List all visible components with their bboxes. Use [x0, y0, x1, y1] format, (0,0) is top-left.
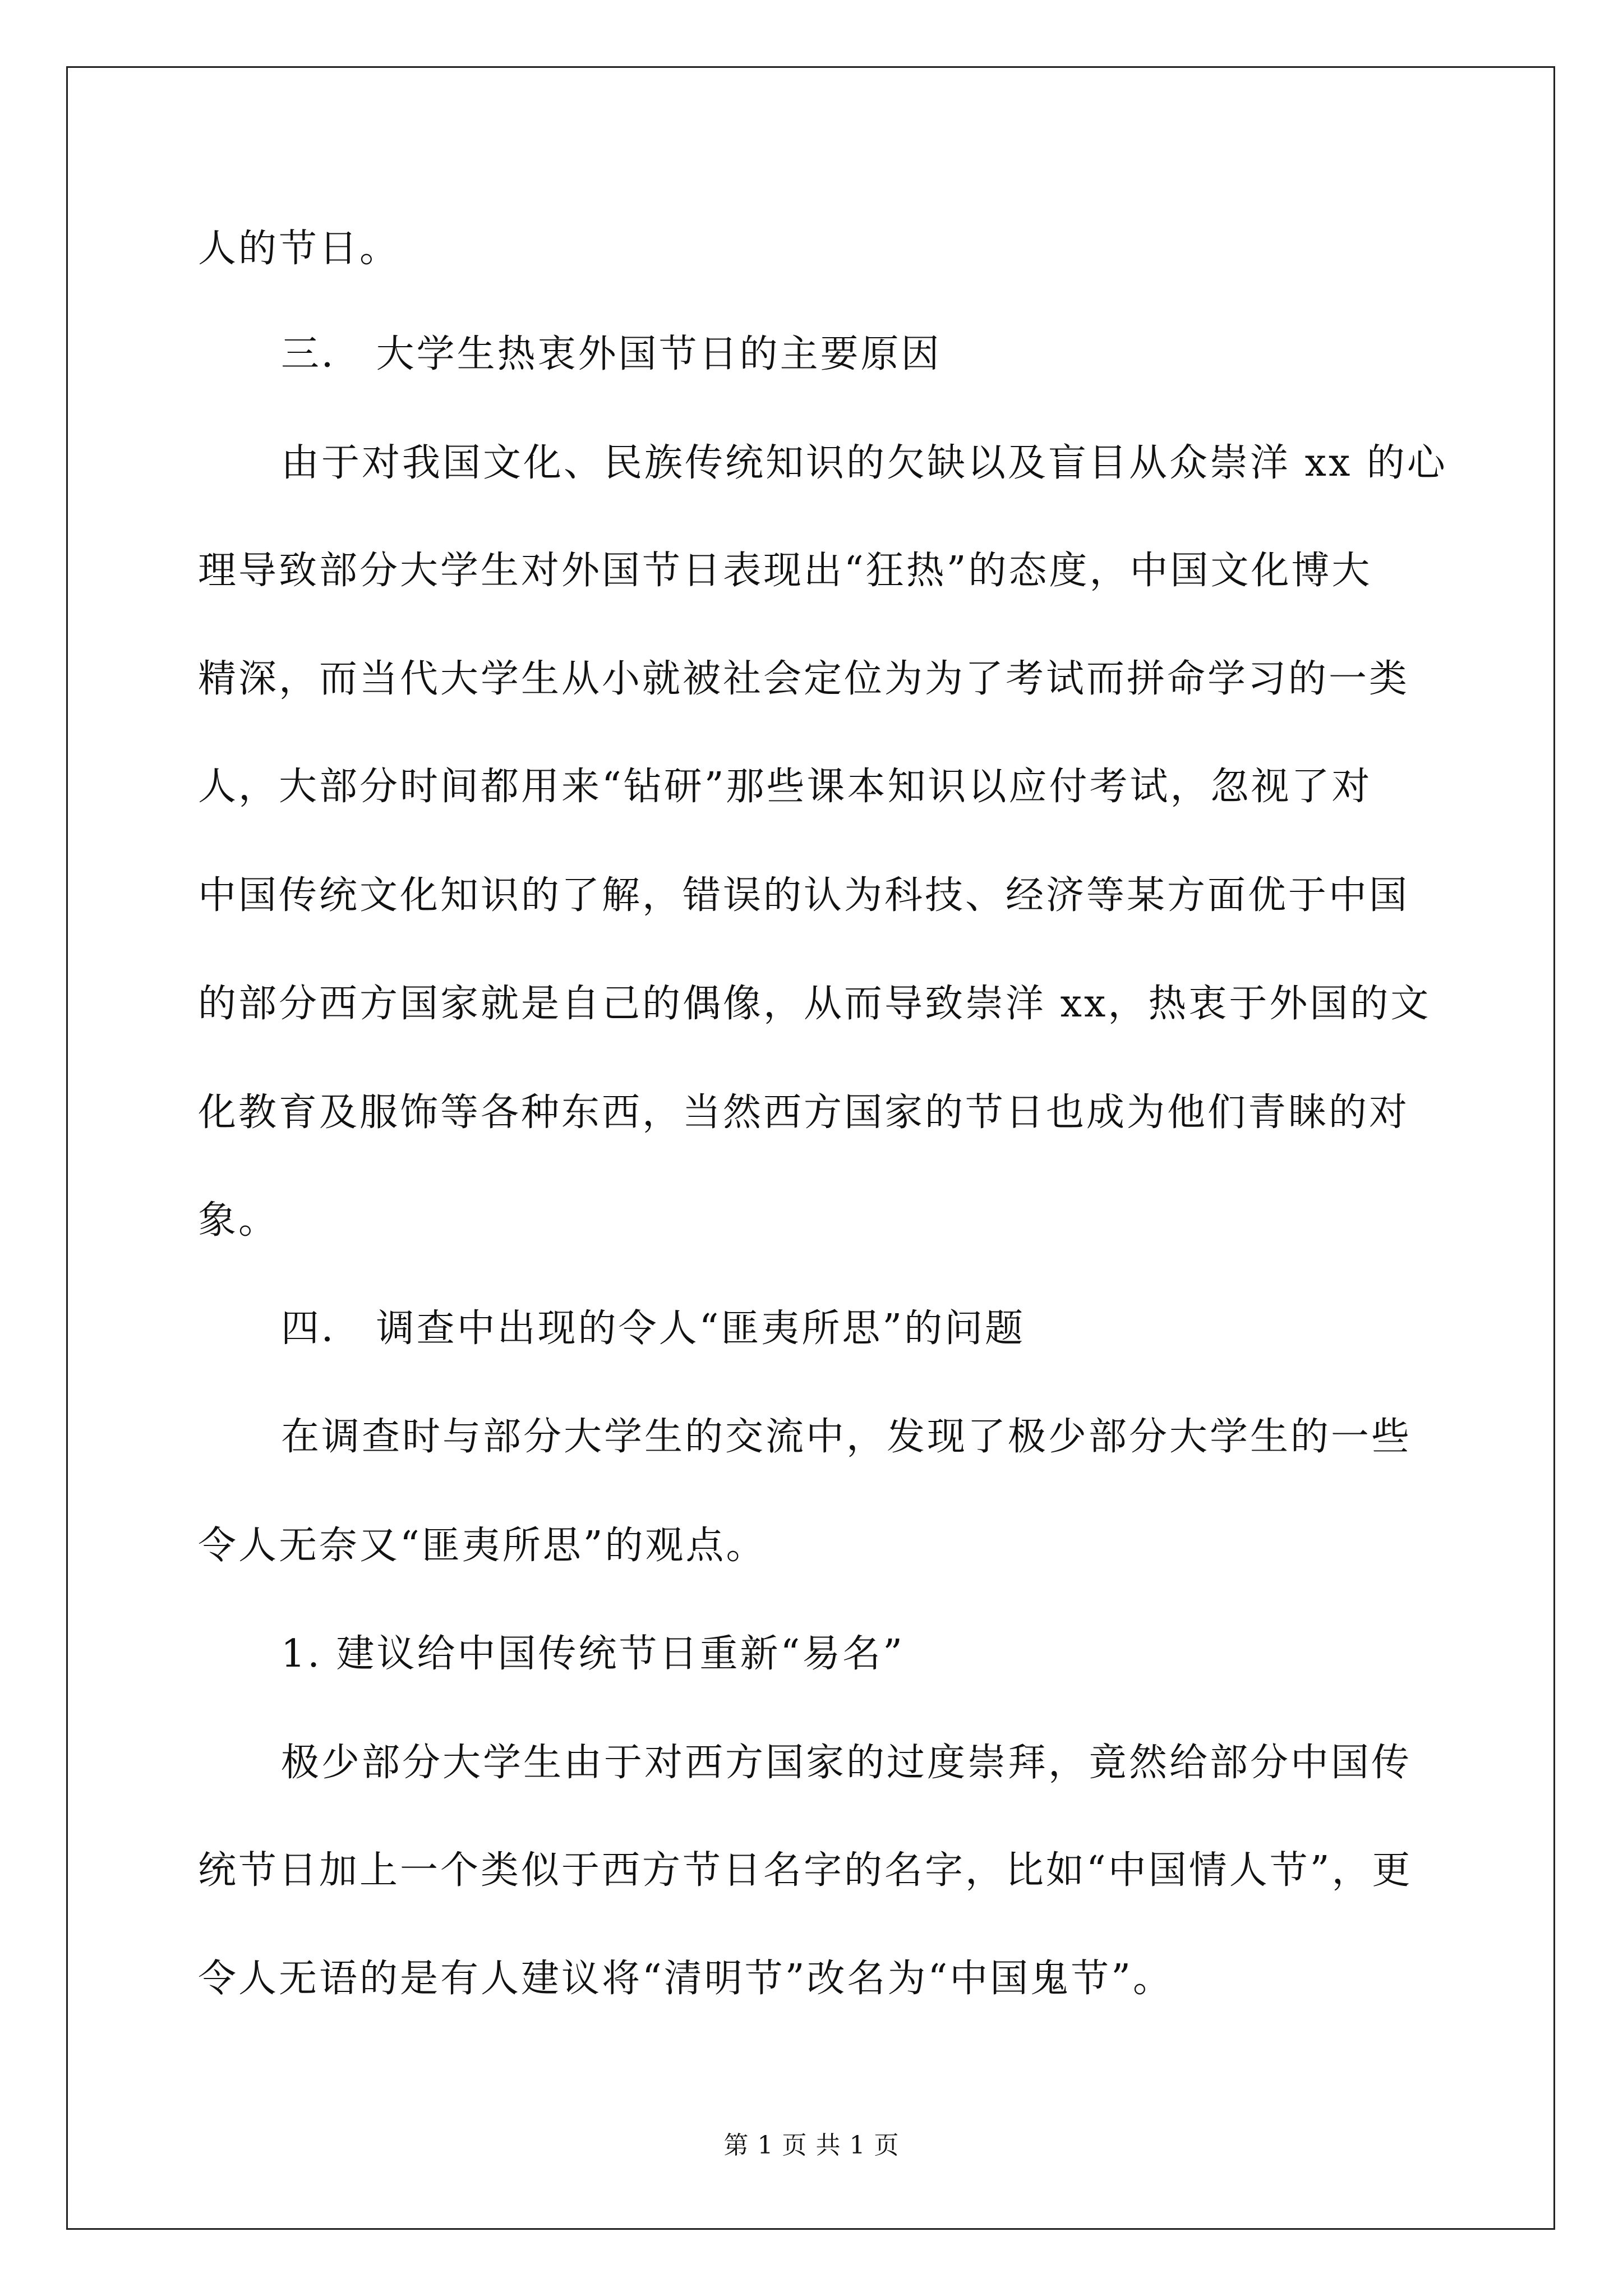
text-line: 人的节日。	[198, 227, 400, 271]
page-number-footer: 第 1 页 共 1 页	[723, 2131, 900, 2160]
text-line: 人，大部分时间都用来“钻研”那些课本知识以应付考试，忽视了对	[198, 765, 1372, 809]
text-line: 在调查时与部分大学生的交流中，发现了极少部分大学生的一些	[281, 1415, 1412, 1459]
text-line: 极少部分大学生由于对西方国家的过度崇拜，竟然给部分中国传	[281, 1741, 1412, 1785]
subsection-heading: 1. 建议给中国传统节日重新“易名”	[281, 1632, 905, 1676]
text-line: 象。	[198, 1198, 279, 1243]
text-line: 统节日加上一个类似于西方节日名字的名字，比如“中国情人节”，更	[198, 1848, 1413, 1893]
text-line: 中国传统文化知识的了解，错误的认为科技、经济等某方面优于中国	[198, 873, 1410, 918]
page-border	[66, 66, 1555, 2230]
section-heading: 四． 调查中出现的令人“匪夷所思”的问题	[281, 1306, 1026, 1351]
section-heading: 三． 大学生热衷外国节日的主要原因	[281, 332, 942, 376]
text-line: 的部分西方国家就是自己的偶像，从而导致崇洋 xx，热衷于外国的文	[198, 982, 1431, 1026]
text-line: 令人无语的是有人建议将“清明节”改名为“中国鬼节”。	[198, 1957, 1174, 2001]
text-line: 理导致部分大学生对外国节日表现出“狂热”的态度，中国文化博大	[198, 549, 1372, 593]
text-line: 化教育及服饰等各种东西，当然西方国家的节日也成为他们青睐的对	[198, 1091, 1410, 1135]
text-line: 令人无奈又“匪夷所思”的观点。	[198, 1524, 767, 1568]
text-line: 由于对我国文化、民族传统知识的欠缺以及盲目从众崇洋 xx 的心	[281, 441, 1447, 485]
text-line: 精深，而当代大学生从小就被社会定位为为了考试而拼命学习的一类	[198, 657, 1410, 701]
